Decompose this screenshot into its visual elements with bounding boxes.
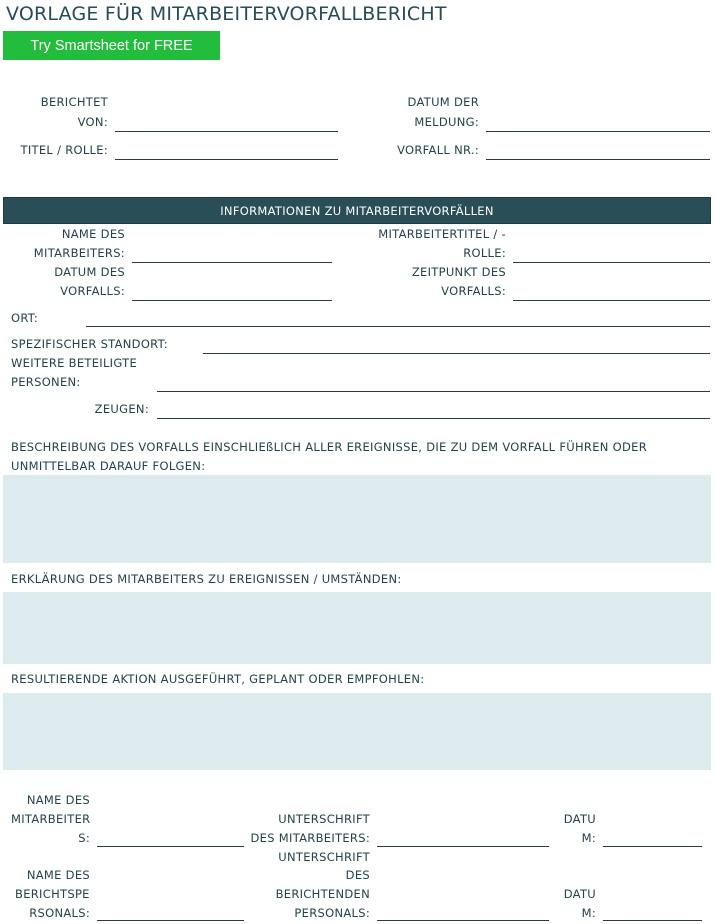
reported-by-field[interactable] [115, 131, 338, 132]
date1-label-line2: M: [581, 831, 596, 845]
others-involved-field[interactable] [157, 391, 710, 392]
reporter-name-label-line2: BERICHTSPE [15, 887, 90, 901]
incident-number-field[interactable] [486, 159, 710, 160]
try-smartsheet-button[interactable]: Try Smartsheet for FREE [3, 31, 220, 60]
employee-name-label-line2: MITARBEITERS: [33, 246, 125, 260]
specific-location-label: SPEZIFISCHER STANDORT: [11, 337, 168, 351]
date2-label-line1: DATU [563, 887, 596, 901]
incident-time-field[interactable] [513, 300, 710, 301]
title-role-field[interactable] [115, 159, 338, 160]
page-title: VORLAGE FÜR MITARBEITERVORFALLBERICHT [6, 3, 447, 25]
incident-number-label: VORFALL NR.: [397, 143, 479, 157]
report-date-label-line1: DATUM DER [407, 95, 479, 109]
reporter-signature-label-line3: BERICHTENDEN [275, 887, 370, 901]
witnesses-field[interactable] [157, 418, 710, 419]
sig-employee-name-label-line2: MITARBEITER [11, 812, 91, 826]
reporter-name-label-line3: RSONALS: [29, 906, 90, 920]
location-field[interactable] [86, 326, 710, 327]
date2-label-line2: M: [581, 906, 596, 920]
witnesses-label: ZEUGEN: [94, 402, 149, 416]
sig-employee-name-label-line3: S: [78, 831, 90, 845]
reporter-name-label-line1: NAME DES [26, 868, 90, 882]
incident-description-textarea[interactable] [3, 475, 711, 563]
incident-date-label-line1: DATUM DES [54, 265, 125, 279]
section-header-incident-info: INFORMATIONEN ZU MITARBEITERVORFÄLLEN [3, 197, 711, 224]
employee-title-label-line2: ROLLE: [463, 246, 506, 260]
reporter-signature-label-line1: UNTERSCHRIFT [278, 850, 370, 864]
employee-name-label-line1: NAME DES [61, 227, 125, 241]
reporter-name-field[interactable] [97, 920, 244, 921]
employee-signature-label-line1: UNTERSCHRIFT [278, 812, 370, 826]
sig-employee-name-field[interactable] [97, 846, 244, 847]
reporter-signature-label-line4: PERSONALS: [294, 906, 370, 920]
date1-label-line1: DATU [563, 812, 596, 826]
specific-location-field[interactable] [203, 353, 710, 354]
incident-date-label-line2: VORFALLS: [60, 284, 125, 298]
reporter-signature-label-line2: DES [345, 868, 370, 882]
employee-title-label-line1: MITARBEITERTITEL / - [378, 227, 506, 241]
sig-employee-name-label-line1: NAME DES [26, 793, 90, 807]
reported-by-label-line1: BERICHTET [40, 95, 108, 109]
report-date-field[interactable] [486, 131, 710, 132]
report-date-label-line2: MELDUNG: [414, 115, 479, 129]
employee-statement-textarea[interactable] [3, 592, 711, 664]
employee-statement-label: ERKLÄRUNG DES MITARBEITERS ZU EREIGNISSEN / UMSTÄNDEN: [11, 572, 402, 586]
location-label: ORT: [11, 311, 39, 325]
resulting-action-label: RESULTIERENDE AKTION AUSGEFÜHRT, GEPLANT ODER EMPFOHLEN: [11, 672, 425, 686]
reporter-signature-field[interactable] [377, 920, 549, 921]
resulting-action-textarea[interactable] [3, 693, 711, 770]
employee-signature-label-line2: DES MITARBEITERS: [250, 831, 370, 845]
incident-date-field[interactable] [132, 300, 332, 301]
reported-by-label-line2: VON: [77, 115, 108, 129]
incident-time-label-line2: VORFALLS: [441, 284, 506, 298]
incident-description-label-line1: BESCHREIBUNG DES VORFALLS EINSCHLIEßLICH ALLER EREIGNISSE, DIE ZU DEM VORFALL FÜHREN ODER [11, 440, 647, 454]
date2-field[interactable] [603, 920, 702, 921]
employee-name-field[interactable] [132, 262, 332, 263]
others-involved-label-line2: PERSONEN: [11, 375, 81, 389]
date1-field[interactable] [603, 846, 702, 847]
incident-description-label-line2: UNMITTELBAR DARAUF FOLGEN: [11, 459, 206, 473]
title-role-label: TITEL / ROLLE: [20, 143, 108, 157]
others-involved-label-line1: WEITERE BETEILIGTE [11, 356, 138, 370]
employee-title-field[interactable] [513, 262, 710, 263]
employee-signature-field[interactable] [377, 846, 549, 847]
incident-time-label-line1: ZEITPUNKT DES [411, 265, 506, 279]
